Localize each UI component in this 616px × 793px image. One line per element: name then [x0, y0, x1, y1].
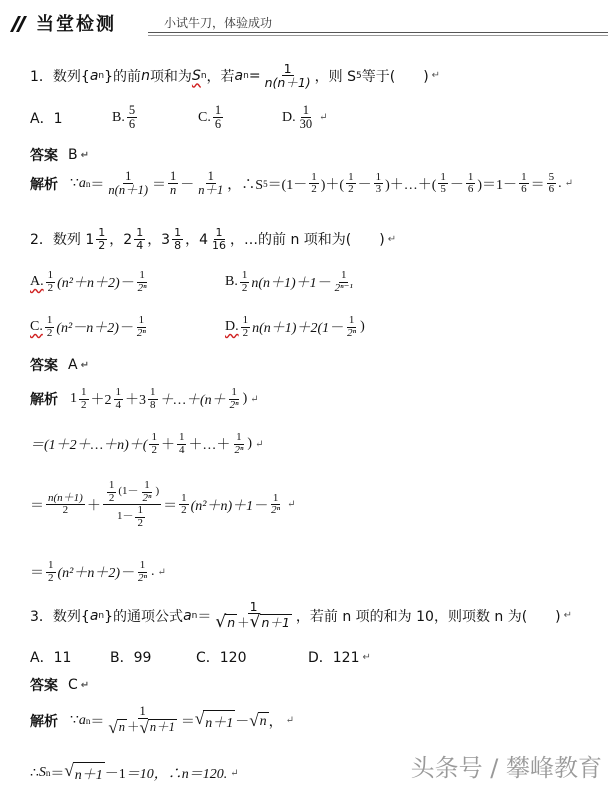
- q1-analysis: 解析 ∵ a n ＝ $\frac{1}{n(n+1)}$ ＝ $\frac{1}{n}$ － $\frac{1}{n+1}$ ，∴S 5 ＝(1－ $\frac{1}{2}$ )＋( $\frac{1}{2}$ － $\frac{1}{3}$ )＋…＋( $\frac{1}{5}$ － $\frac{1}{6}$ )＝1－ $\frac{1}{6}$ ＝ $\frac{5}{6}$ . ↵: [30, 169, 573, 198]
- section-subtitle: 小试牛刀，体验成功: [164, 16, 273, 30]
- q2-option-a: A. $\frac{1}{2}$ (n²＋n＋2)－ $\frac{1}{\text{2ⁿ}}$: [30, 269, 147, 294]
- section-header: [8, 10, 608, 36]
- q3-option-c: C．120: [196, 650, 247, 666]
- question-3: 3．数列{ a n }的通项公式 a n ＝ 1 √ n ＋ √ n＋1 ，若前 n 项的和为 10，则项数 n 为( ) ↵: [30, 599, 573, 633]
- q1-option-a: A．1: [30, 110, 63, 127]
- q2-analysis-line-3: ＝ $\frac{n(n+1)}{2}$ ＋ $\frac{1}{2}$ (1－ $\frac{1}{\text{2ⁿ}}$ ) 1－ $\frac{1}{2}$ ＝ $\frac{1}{2}$ (n²＋n)＋1－ $\frac{1}{\text{2ⁿ}}$ ↵: [30, 479, 296, 529]
- q1-option-d: D. $\frac{1}{30}$ ↵: [282, 103, 328, 132]
- q2-analysis-line-1: 解析 1 $\frac{1}{2}$ ＋2 $\frac{1}{4}$ ＋3 $\frac{1}{8}$ ＋…＋(n＋ $\frac{1}{\text{2ⁿ}}$ ) ↵: [30, 386, 259, 411]
- q1-option-c: C. $\frac{1}{6}$: [198, 103, 222, 132]
- q2-analysis-line-2: ＝(1＋2＋…＋n)＋( $\frac{1}{2}$ ＋ $\frac{1}{4}$ ＋…＋ $\frac{1}{\text{2ⁿ}}$ ) ↵: [30, 431, 264, 456]
- q3-options: A．11 B．99 C．120 D．121 ↵: [30, 647, 371, 667]
- q1-answer: 答案 B ↵: [30, 147, 89, 164]
- q2-answer: 答案 A ↵: [30, 357, 89, 374]
- q3-option-d: D．121: [308, 650, 360, 666]
- q1-option-b: B. $\frac{5}{6}$: [112, 103, 136, 132]
- q3-analysis-line-2: ∴ S n ＝ √ n＋1 －1 ＝10，∴n＝120. ↵: [30, 761, 239, 783]
- q3-option-b: B．99: [110, 650, 152, 666]
- q3-analysis-line-1: 解析 ∵ a n ＝ 1 √ n ＋ √ n＋1 ＝ √ n＋1 － √ n ， ↵: [30, 704, 294, 738]
- question-2: 2．数列 1 $\frac{1}{2}$ ，2 $\frac{1}{4}$ ，3 $\frac{1}{8}$ ，4 $\frac{1}{16}$ ，…的前 n 项和为( ) ↵: [30, 226, 397, 252]
- question-1: 1．数列{ a n }的前 n 项和为 S n ，若 a n = $\frac{1}{n(n+1)}$ ，则 S 5 等于( ) ↵: [30, 61, 441, 91]
- header-divider: [148, 32, 608, 33]
- q2-option-c: C. $\frac{1}{2}$ (n²－n＋2)－ $\frac{1}{\text{2ⁿ}}$: [30, 314, 146, 339]
- q3-option-a: A．11: [30, 650, 72, 666]
- q3-answer: 答案 C ↵: [30, 677, 90, 694]
- q2-option-b: B. $\frac{1}{2}$ n(n＋1)＋1－ $\frac{1}{\text{2ⁿ⁻¹}}$: [225, 269, 353, 294]
- stripe-icon: [8, 12, 30, 34]
- q2-analysis-line-4: ＝ $\frac{1}{2}$ (n²＋n＋2)－ $\frac{1}{\text{2ⁿ}}$ . ↵: [30, 559, 166, 584]
- q1-options: [30, 104, 328, 131]
- q1-fraction: $\frac{1}{n(n+1)}$: [264, 61, 311, 91]
- q2-option-d: D. $\frac{1}{2}$ n(n＋1)＋2(1－ $\frac{1}{\text{2ⁿ}}$ ): [225, 314, 365, 339]
- section-title: 当堂检测: [36, 14, 116, 35]
- header-divider-lower: [148, 35, 608, 36]
- watermark: 头条号 / 攀峰教育: [410, 754, 602, 782]
